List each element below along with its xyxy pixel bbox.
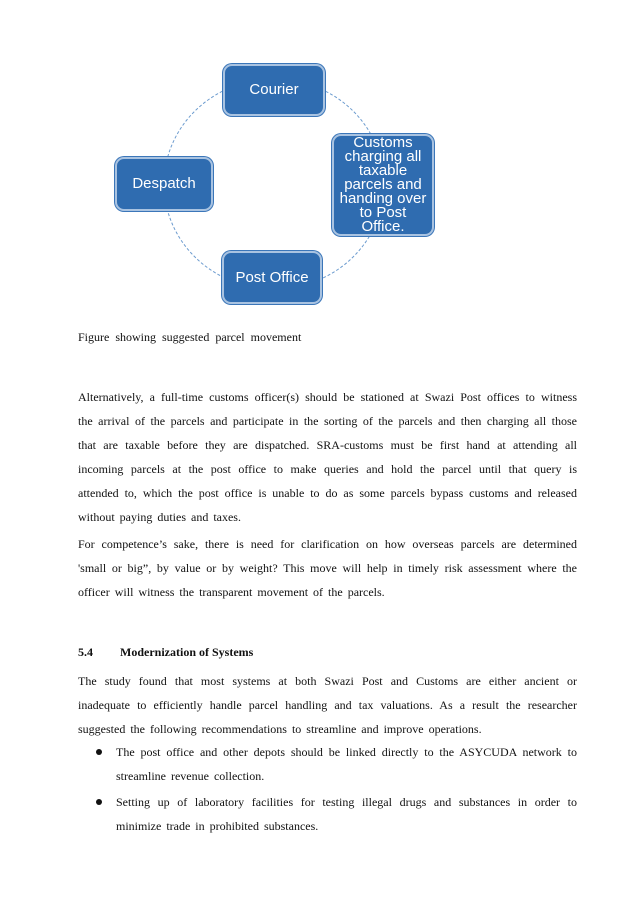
node-post-office: Post Office	[222, 251, 322, 304]
paragraph-alternatively: Alternatively, a full-time customs officer(s) should be stationed at Swazi Post offices to witness the arrival of the parcels and participate in the sorting of the parcels and then charging all those that are taxable before they are dispatched. SRA-customs must be first hand at attending all incoming parcels at the post office to make queries and hold the parcel until that query is attended to, which the post office is unable to do as some parcels bypass customs and released without paying duties and taxes.	[78, 390, 577, 524]
section-heading	[78, 645, 253, 660]
list-item-text: Setting up of laboratory facilities for testing illegal drugs and substances in order to minimize trade in prohibited substances.	[116, 795, 577, 833]
section-number: 5.4	[78, 645, 93, 659]
list-item-text: The post office and other depots should be linked directly to the ASYCUDA network to streamline revenue collection.	[116, 745, 577, 783]
section-intro: The study found that most systems at both Swazi Post and Customs are either ancient or inadequate to efficiently handle parcel handling and tax valuations. As a result the researcher suggested the following recommendations to streamline and improve operations.	[78, 674, 577, 736]
list-item	[78, 790, 577, 838]
recommendation-list	[78, 740, 577, 838]
node-despatch: Despatch	[115, 157, 213, 211]
figure-caption: Figure showing suggested parcel movement	[78, 330, 302, 344]
parcel-movement-diagram	[0, 0, 638, 310]
bullet-icon	[96, 799, 102, 805]
paragraph-competence: For competence’s sake, there is need for clarification on how overseas parcels are determined 'small or big”, by value or by weight? This move will help in timely risk assessment where the officer will witness the transparent movement of the parcels.	[78, 537, 577, 599]
node-courier: Courier	[223, 64, 325, 116]
section-title: Modernization of Systems	[120, 645, 254, 659]
bullet-icon	[96, 749, 102, 755]
list-item	[78, 740, 577, 788]
node-customs: Customs charging all taxable parcels and handing over to Post Office.	[332, 134, 434, 236]
